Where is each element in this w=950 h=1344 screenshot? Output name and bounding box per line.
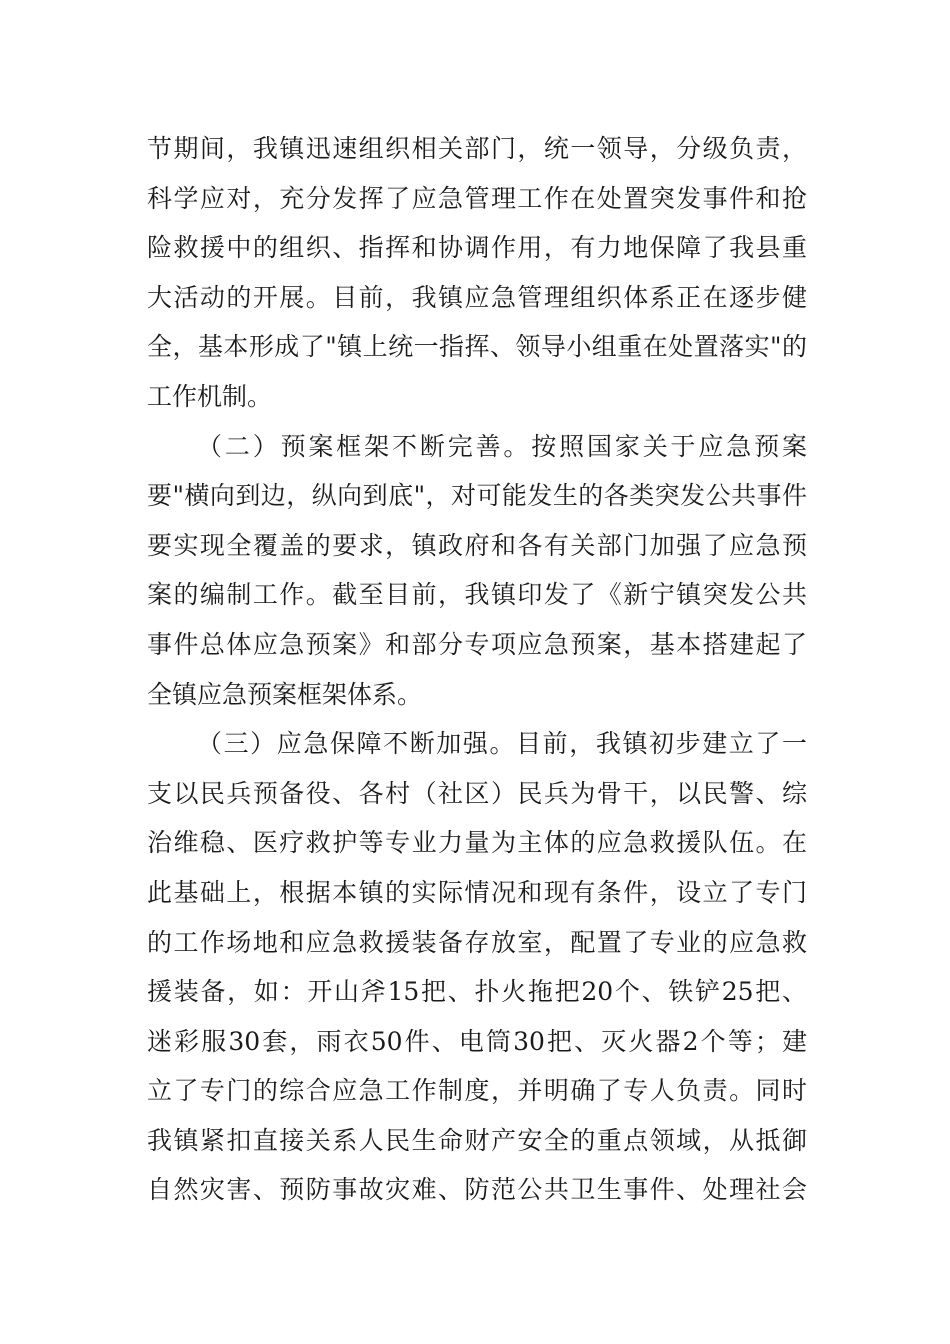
- paragraph-line: 事件总体应急预案》和部分专项应急预案，基本搭建起了: [147, 629, 807, 659]
- paragraph-line: 我镇紧扣直接关系人民生命财产安全的重点领域，从抵御: [147, 1125, 807, 1155]
- document-body: [147, 124, 807, 1215]
- paragraph-line: 要实现全覆盖的要求，镇政府和各有关部门加强了应急预: [147, 530, 807, 560]
- paragraph-line: 支以民兵预备役、各村（社区）民兵为骨干，以民警、综: [147, 778, 807, 808]
- paragraph-line: 迷彩服30套，雨衣50件、电筒30把、灭火器2个等；建: [147, 1026, 807, 1056]
- paragraph-line: 节期间，我镇迅速组织相关部门，统一领导，分级负责，: [147, 134, 807, 163]
- paragraph-line: 工作机制。: [147, 381, 273, 411]
- paragraph-line: 要"横向到边，纵向到底"，对可能发生的各类突发公共事件: [147, 481, 807, 511]
- paragraph-line: 科学应对，充分发挥了应急管理工作在处置突发事件和抢: [147, 183, 807, 213]
- paragraph-line: 此基础上，根据本镇的实际情况和现有条件，设立了专门: [147, 877, 807, 907]
- paragraph-line: 险救援中的组织、指挥和协调作用，有力地保障了我县重: [147, 233, 807, 263]
- paragraph-line: 援装备，如：开山斧15把、扑火拖把20个、铁铲25把、: [147, 977, 807, 1007]
- paragraph-line: 案的编制工作。截至目前，我镇印发了《新宁镇突发公共: [147, 580, 807, 610]
- section-heading-line: （二）预案框架不断完善。按照国家关于应急预案: [197, 431, 807, 461]
- paragraph-line: 治维稳、医疗救护等专业力量为主体的应急救援队伍。在: [147, 828, 807, 858]
- paragraph-line: 全镇应急预案框架体系。: [147, 679, 423, 709]
- section-heading-line: （三）应急保障不断加强。目前，我镇初步建立了一: [197, 729, 807, 759]
- paragraph-line: 全，基本形成了"镇上统一指挥、领导小组重在处置落实"的: [147, 332, 807, 362]
- paragraph-line: 的工作场地和应急救援装备存放室，配置了专业的应急救: [147, 927, 807, 957]
- paragraph-line: 大活动的开展。目前，我镇应急管理组织体系正在逐步健: [147, 282, 807, 312]
- paragraph-line: 自然灾害、预防事故灾难、防范公共卫生事件、处理社会: [147, 1175, 807, 1205]
- paragraph-line: 立了专门的综合应急工作制度，并明确了专人负责。同时: [147, 1076, 807, 1106]
